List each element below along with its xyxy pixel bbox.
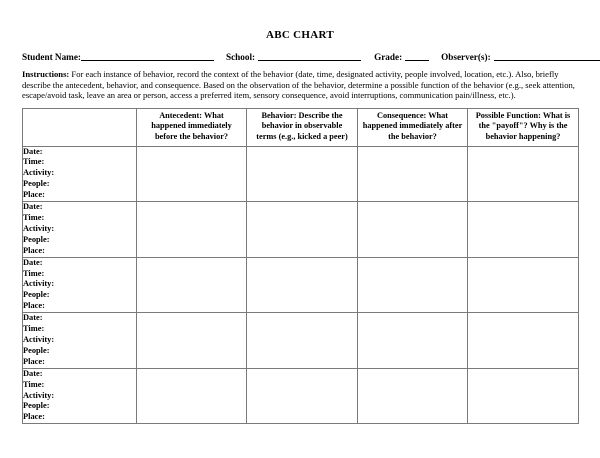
field-label-people: People: (23, 401, 50, 411)
table-row (23, 313, 579, 369)
observer-label: Observer(s): (441, 52, 491, 62)
student-name-field[interactable] (81, 51, 214, 61)
field-label-place: Place: (23, 356, 45, 366)
function-entry-cell[interactable] (468, 146, 579, 202)
column-header-behavior: Behavior: Describe the behavior in observable terms (e.g., kicked a peer) (247, 108, 358, 146)
behavior-entry-cell[interactable] (247, 202, 358, 258)
field-label-people: People: (23, 290, 50, 300)
consequence-entry-cell[interactable] (358, 202, 468, 258)
context-cell (23, 368, 137, 424)
field-label-place: Place: (23, 301, 45, 311)
function-entry-cell[interactable] (468, 257, 579, 313)
school-field[interactable] (258, 51, 361, 61)
behavior-entry-cell[interactable] (247, 257, 358, 313)
column-header-consequence: Consequence: What happened immediately after the behavior? (358, 108, 468, 146)
consequence-entry-cell[interactable] (358, 257, 468, 313)
column-header-possible-function: Possible Function: What is the "payoff"? Why is the behavior happening? (468, 108, 579, 146)
column-header-antecedent: Antecedent: What happened immediately before the behavior? (137, 108, 247, 146)
context-cell (23, 257, 137, 313)
field-label-date: Date: (23, 202, 43, 212)
behavior-entry-cell[interactable] (247, 313, 358, 369)
field-label-people: People: (23, 345, 50, 355)
grade-label: Grade: (374, 52, 403, 62)
abc-chart-table (22, 108, 579, 424)
field-label-time: Time: (23, 324, 45, 334)
field-label-place: Place: (23, 245, 45, 255)
context-cell (23, 146, 137, 202)
table-body (23, 146, 579, 424)
page-title: ABC CHART (265, 29, 334, 41)
field-label-people: People: (23, 234, 50, 244)
antecedent-entry-cell[interactable] (137, 313, 247, 369)
field-label-time: Time: (23, 379, 45, 389)
behavior-entry-cell[interactable] (247, 368, 358, 424)
table-row (23, 202, 579, 258)
field-label-date: Date: (23, 313, 43, 323)
antecedent-entry-cell[interactable] (137, 202, 247, 258)
instructions-body: For each instance of behavior, record the context of the behavior (date, time, designated activity, people involved, location, etc.). Also, briefly describe the antecedent, behavior, and consequence. Based on the observation of the behavior, determine a possible function of the behavior (e.g., seek attention, escape/avoid task, leave an area or person, access a preferred item, sensory consequence, avoid interruptions, communication pain/illness, etc.). (22, 69, 575, 101)
column-header-context (23, 108, 137, 146)
instructions-heading: Instructions: (22, 69, 70, 79)
context-cell (23, 313, 137, 369)
antecedent-entry-cell[interactable] (137, 368, 247, 424)
antecedent-entry-cell[interactable] (137, 257, 247, 313)
field-label-activity: Activity: (23, 223, 55, 233)
table-row (23, 146, 579, 202)
student-name-label: Student Name: (22, 52, 81, 62)
behavior-entry-cell[interactable] (247, 146, 358, 202)
field-label-date: Date: (23, 257, 43, 267)
school-label: School: (225, 52, 256, 62)
table-row (23, 257, 579, 313)
identity-line (22, 51, 578, 64)
consequence-entry-cell[interactable] (358, 368, 468, 424)
field-label-date: Date: (23, 146, 43, 156)
table-header-row (23, 108, 579, 146)
consequence-entry-cell[interactable] (358, 313, 468, 369)
field-label-activity: Activity: (23, 279, 55, 289)
field-label-time: Time: (23, 213, 45, 222)
field-label-activity: Activity: (23, 334, 55, 344)
field-label-time: Time: (23, 157, 45, 167)
field-label-place: Place: (23, 412, 45, 422)
instructions-paragraph (22, 69, 578, 101)
observer-field[interactable] (494, 51, 600, 61)
consequence-entry-cell[interactable] (358, 146, 468, 202)
function-entry-cell[interactable] (468, 202, 579, 258)
field-label-date: Date: (23, 368, 43, 378)
field-label-activity: Activity: (23, 390, 55, 400)
antecedent-entry-cell[interactable] (137, 146, 247, 202)
grade-field[interactable] (405, 51, 429, 61)
function-entry-cell[interactable] (468, 368, 579, 424)
field-label-people: People: (23, 179, 50, 189)
table-row (23, 368, 579, 424)
context-cell (23, 202, 137, 258)
function-entry-cell[interactable] (468, 313, 579, 369)
field-label-time: Time: (23, 268, 45, 278)
field-label-activity: Activity: (23, 168, 55, 178)
field-label-place: Place: (23, 190, 45, 200)
